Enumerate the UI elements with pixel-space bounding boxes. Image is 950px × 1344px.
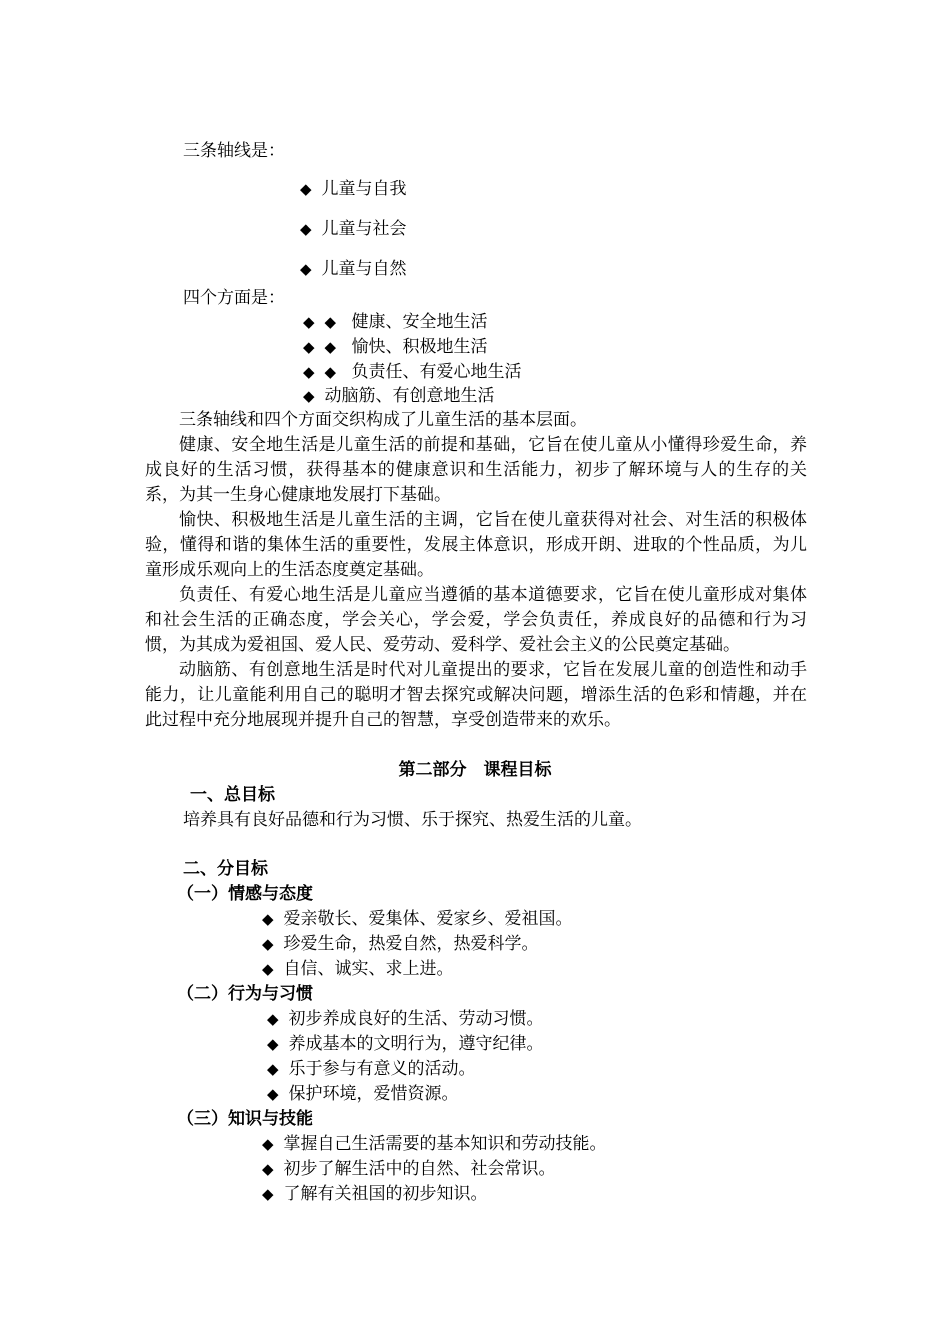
diamond-bullet-icon: ◆ — [324, 313, 337, 331]
overall-goal-heading: 一、总目标 — [190, 785, 275, 805]
goal-item: ◆ 掌握自己生活需要的基本知识和劳动技能。 — [262, 1134, 607, 1154]
goal-item: ◆ 了解有关祖国的初步知识。 — [262, 1184, 488, 1204]
goal-item: ◆ 初步养成良好的生活、劳动习惯。 — [267, 1009, 544, 1029]
diamond-bullet-icon: ◆ — [303, 313, 315, 331]
goal-item: ◆ 爱亲敬长、爱集体、爱家乡、爱祖国。 — [262, 909, 573, 929]
aspect-item: ◆ ◆ 负责任、有爱心地生活 — [303, 362, 522, 382]
diamond-bullet-icon: ◆ — [262, 1135, 274, 1153]
paragraph: 负责任、有爱心地生活是儿童应当遵循的基本道德要求，它旨在使儿童形成对集体和社会生活的正确态度，学会关心，学会爱，学会负责任，养成良好的品德和行为习惯，为其成为爱祖国、爱人民、爱劳动、爱科学、爱社会主义的公民奠定基础。 — [145, 585, 807, 655]
diamond-bullet-icon: ◆ — [324, 363, 337, 381]
group-heading: （一）情感与态度 — [177, 884, 313, 904]
aspect-item: ◆ ◆ 健康、安全地生活 — [303, 312, 488, 332]
goal-item: ◆ 珍爱生命，热爱自然，热爱科学。 — [262, 934, 539, 954]
goal-item: ◆ 自信、诚实、求上进。 — [262, 959, 454, 979]
diamond-bullet-icon: ◆ — [300, 180, 312, 198]
aspect-item: ◆ ◆ 愉快、积极地生活 — [303, 337, 488, 357]
paragraph: 三条轴线和四个方面交织构成了儿童生活的基本层面。 — [179, 410, 587, 430]
diamond-bullet-icon: ◆ — [267, 1060, 279, 1078]
diamond-bullet-icon: ◆ — [303, 387, 315, 405]
axes-intro: 三条轴线是： — [183, 141, 285, 161]
axis-item: ◆ 儿童与社会 — [300, 219, 407, 239]
diamond-bullet-icon: ◆ — [262, 1160, 274, 1178]
diamond-bullet-icon: ◆ — [267, 1035, 279, 1053]
diamond-bullet-icon: ◆ — [267, 1010, 279, 1028]
diamond-bullet-icon: ◆ — [303, 363, 315, 381]
diamond-bullet-icon: ◆ — [300, 220, 312, 238]
goal-item: ◆ 养成基本的文明行为，遵守纪律。 — [267, 1034, 544, 1054]
section-title: 第二部分 课程目标 — [398, 760, 552, 780]
diamond-bullet-icon: ◆ — [300, 260, 312, 278]
diamond-bullet-icon: ◆ — [262, 935, 274, 953]
paragraph: 愉快、积极地生活是儿童生活的主调，它旨在使儿童获得对社会、对生活的积极体验，懂得和谐的集体生活的重要性，发展主体意识，形成开朗、进取的个性品质，为儿童形成乐观向上的生活态度奠定基础。 — [145, 510, 807, 580]
diamond-bullet-icon: ◆ — [262, 960, 274, 978]
axis-item: ◆ 儿童与自我 — [300, 179, 407, 199]
diamond-bullet-icon: ◆ — [324, 338, 337, 356]
diamond-bullet-icon: ◆ — [262, 910, 274, 928]
paragraph: 健康、安全地生活是儿童生活的前提和基础，它旨在使儿童从小懂得珍爱生命，养成良好的生活习惯，获得基本的健康意识和生活能力，初步了解环境与人的生存的关系，为其一生身心健康地发展打下基础。 — [145, 435, 807, 505]
diamond-bullet-icon: ◆ — [267, 1085, 279, 1103]
paragraph: 动脑筋、有创意地生活是时代对儿童提出的要求，它旨在发展儿童的创造性和动手能力，让儿童能利用自己的聪明才智去探究或解决问题，增添生活的色彩和情趣，并在此过程中充分地展现并提升自己的智慧，享受创造带来的欢乐。 — [145, 660, 807, 730]
overall-goal-text: 培养具有良好品德和行为习惯、乐于探究、热爱生活的儿童。 — [183, 810, 642, 830]
aspects-intro: 四个方面是： — [183, 288, 285, 308]
aspect-item: ◆ 动脑筋、有创意地生活 — [303, 386, 495, 406]
goal-item: ◆ 初步了解生活中的自然、社会常识。 — [262, 1159, 556, 1179]
axis-item: ◆ 儿童与自然 — [300, 259, 407, 279]
body-text — [145, 408, 807, 733]
goal-item: ◆ 保护环境，爱惜资源。 — [267, 1084, 459, 1104]
group-heading: （二）行为与习惯 — [177, 984, 313, 1004]
diamond-bullet-icon: ◆ — [303, 338, 315, 356]
goal-item: ◆ 乐于参与有意义的活动。 — [267, 1059, 476, 1079]
group-heading: （三）知识与技能 — [177, 1109, 313, 1129]
sub-goal-heading: 二、分目标 — [183, 859, 268, 879]
diamond-bullet-icon: ◆ — [262, 1185, 274, 1203]
